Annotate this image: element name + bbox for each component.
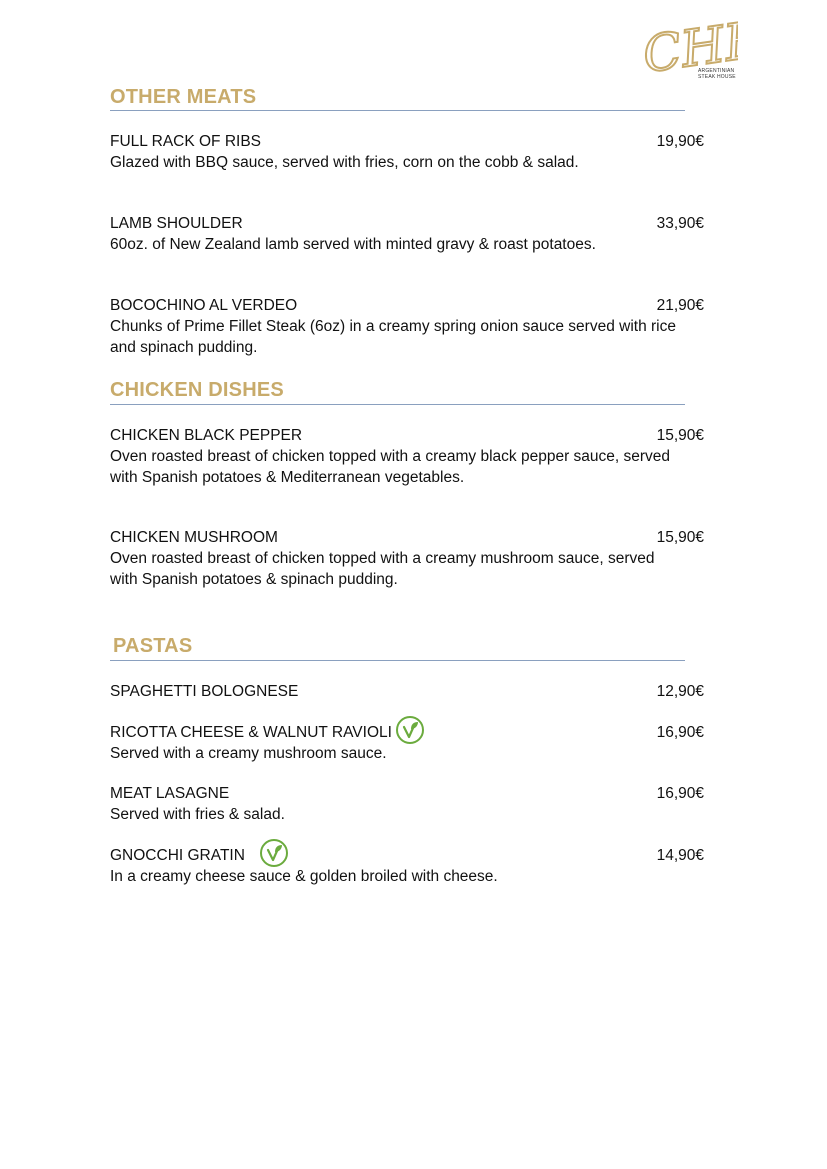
description-line: with Spanish potatoes & spinach pudding. xyxy=(110,571,398,588)
section-divider xyxy=(110,110,685,111)
menu-item-name: LAMB SHOULDER xyxy=(110,215,243,232)
section-divider xyxy=(110,404,685,405)
menu-item-price: 21,90€ xyxy=(656,297,704,314)
menu-item-description xyxy=(110,548,710,590)
menu-item-name: MEAT LASAGNE xyxy=(110,785,230,802)
restaurant-logo xyxy=(638,2,738,86)
description-line: and spinach pudding. xyxy=(110,339,258,356)
description-line: Chunks of Prime Fillet Steak (6oz) in a creamy spring onion sauce served with rice xyxy=(110,318,676,335)
menu-item-name: GNOCCHI GRATIN xyxy=(110,847,245,864)
menu-item-description: In a creamy cheese sauce & golden broiled with cheese. xyxy=(110,868,498,885)
menu-item-name: FULL RACK OF RIBS xyxy=(110,133,262,150)
menu-item-name: CHICKEN BLACK PEPPER xyxy=(110,427,303,444)
menu-item-description: 60oz. of New Zealand lamb served with minted gravy & roast potatoes. xyxy=(110,236,596,253)
menu-item-price: 16,90€ xyxy=(656,724,704,741)
menu-item-description xyxy=(110,446,710,488)
section-divider xyxy=(110,660,685,661)
section-title-other-meats: OTHER MEATS xyxy=(110,86,257,108)
menu-item-description: Served with fries & salad. xyxy=(110,806,285,823)
vegetarian-icon xyxy=(259,838,289,868)
menu-item-name: CHICKEN MUSHROOM xyxy=(110,529,278,546)
vegetarian-icon xyxy=(395,715,425,745)
menu-item-name: SPAGHETTI BOLOGNESE xyxy=(110,683,299,700)
logo-subtitle-line2: STEAK HOUSE xyxy=(698,74,736,80)
logo-subtitle xyxy=(698,68,738,80)
menu-item-price: 16,90€ xyxy=(656,785,704,802)
menu-item-description: Glazed with BBQ sauce, served with fries, corn on the cobb & salad. xyxy=(110,154,579,171)
logo-subtitle-line1: ARGENTINIAN xyxy=(698,68,735,74)
menu-item-price: 19,90€ xyxy=(656,133,704,150)
description-line: Oven roasted breast of chicken topped with a creamy mushroom sauce, served xyxy=(110,550,655,567)
menu-item-price: 15,90€ xyxy=(656,427,704,444)
logo-text: CHE!! xyxy=(639,4,738,85)
menu-item-description xyxy=(110,316,710,358)
section-title-chicken-dishes: CHICKEN DISHES xyxy=(110,379,284,401)
section-title-pastas: PASTAS xyxy=(113,635,193,657)
menu-item-name: BOCOCHINO AL VERDEO xyxy=(110,297,298,314)
description-line: with Spanish potatoes & Mediterranean vegetables. xyxy=(110,469,465,486)
menu-item-price: 33,90€ xyxy=(656,215,704,232)
menu-item-description: Served with a creamy mushroom sauce. xyxy=(110,745,387,762)
menu-item-name: RICOTTA CHEESE & WALNUT RAVIOLI xyxy=(110,724,392,741)
description-line: Oven roasted breast of chicken topped with a creamy black pepper sauce, served xyxy=(110,448,671,465)
menu-item-price: 12,90€ xyxy=(656,683,704,700)
menu-item-price: 15,90€ xyxy=(656,529,704,546)
menu-item-price: 14,90€ xyxy=(656,847,704,864)
